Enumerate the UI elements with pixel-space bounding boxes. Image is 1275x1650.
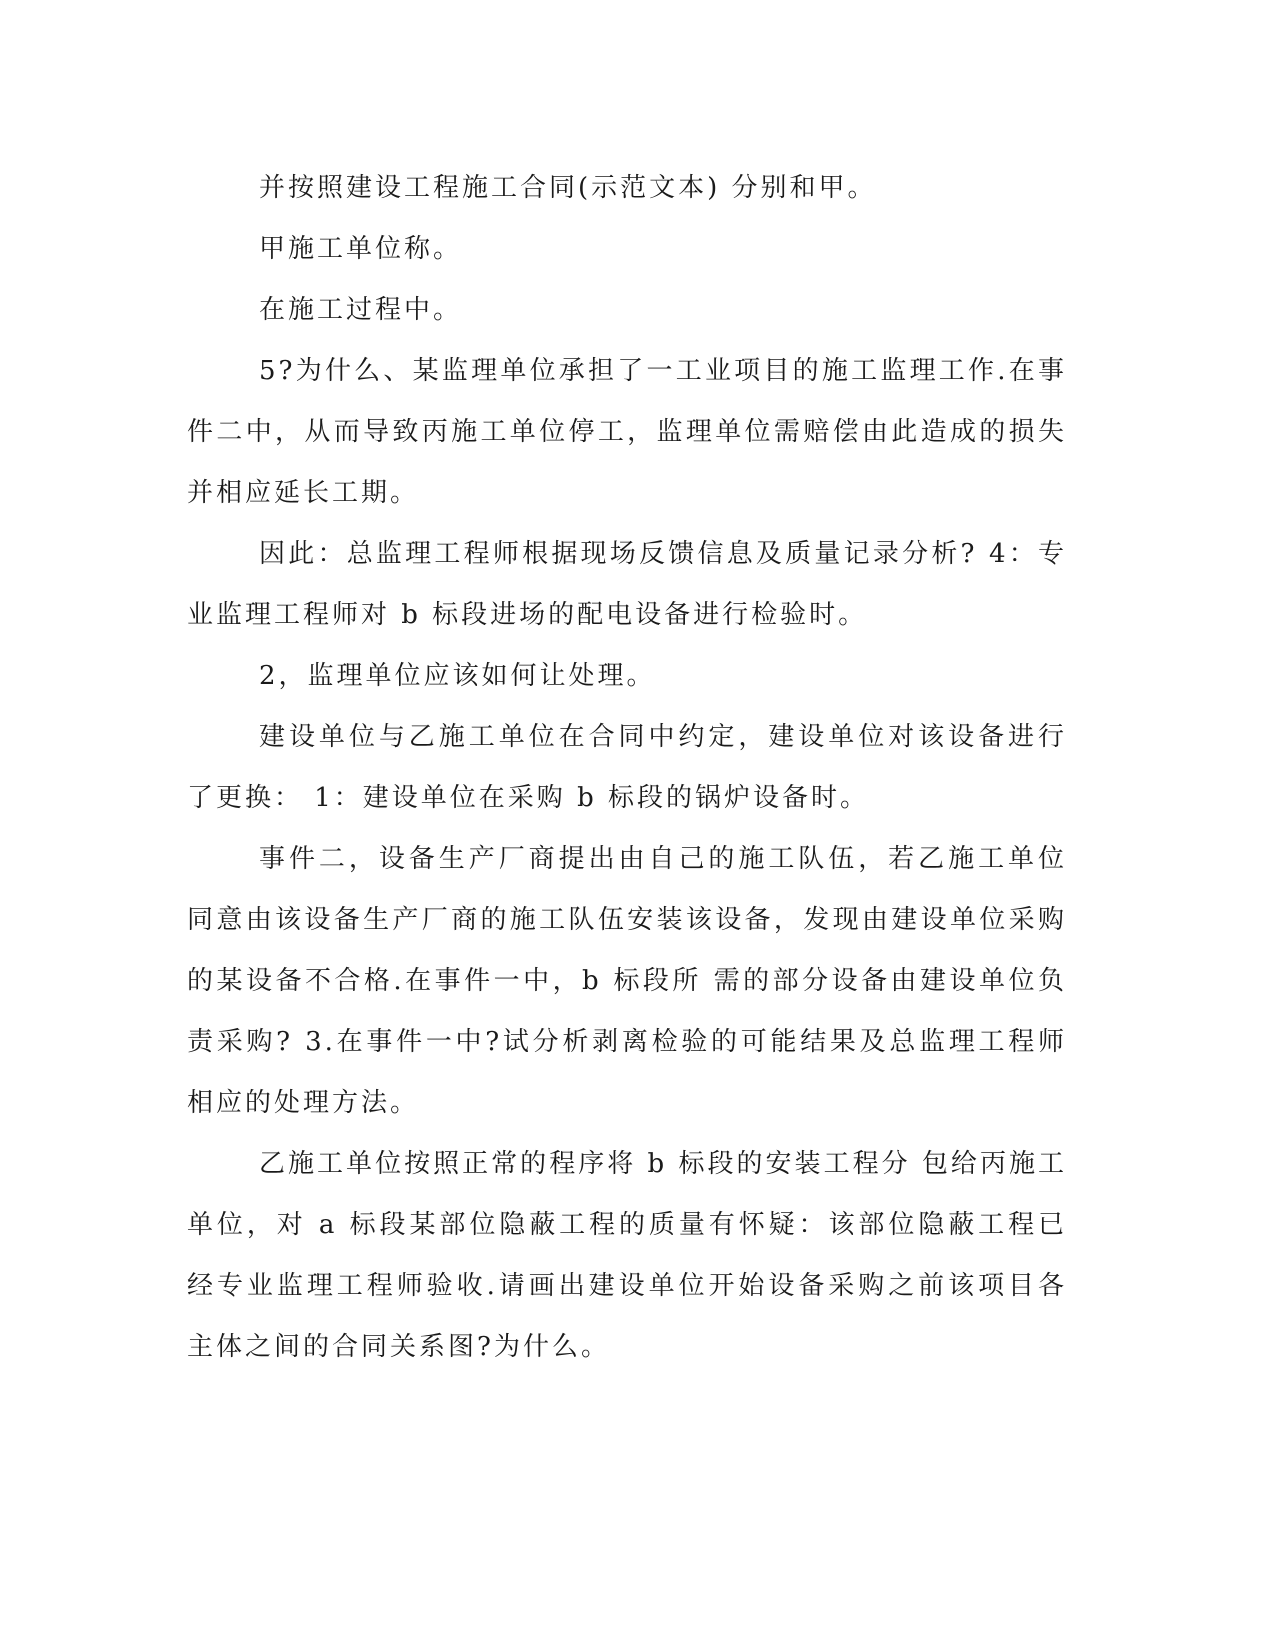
paragraph-1: 并按照建设工程施工合同(示范文本) 分别和甲。 <box>259 173 877 203</box>
paragraph-6: 2，监理单位应该如何让处理。 <box>259 661 656 691</box>
paragraph-5: 因此：总监理工程师根据现场反馈信息及质量记录分析? 4：专业监理工程师对 b 标段进场的配电设备进行检验时。 <box>187 539 1067 630</box>
paragraph-4: 5?为什么、某监理单位承担了一工业项目的施工监理工作.在事件二中，从而导致丙施工单位停工，监理单位需赔偿由此造成的损失并相应延长工期。 <box>187 356 1067 508</box>
paragraph-2: 甲施工单位称。 <box>259 234 463 264</box>
paragraph-8: 事件二，设备生产厂商提出由自己的施工队伍，若乙施工单位同意由该设备生产厂商的施工队伍安装该设备，发现由建设单位采购的某设备不合格.在事件一中，b 标段所 需的部分设备由建设单位负责采购? 3.在事件一中?试分析剥离检验的可能结果及总监理工程师相应的处理方法。 <box>187 844 1067 1118</box>
paragraph-7: 建设单位与乙施工单位在合同中约定，建设单位对该设备进行了更换： 1：建设单位在采购 b 标段的锅炉设备时。 <box>187 722 1067 813</box>
document-body <box>187 158 1067 1378</box>
paragraph-9: 乙施工单位按照正常的程序将 b 标段的安装工程分 包给丙施工单位，对 a 标段某部位隐蔽工程的质量有怀疑：该部位隐蔽工程已经专业监理工程师验收.请画出建设单位开始设备采购之前该项目各主体之间的合同关系图?为什么。 <box>187 1149 1067 1362</box>
paragraph-3: 在施工过程中。 <box>259 295 463 325</box>
